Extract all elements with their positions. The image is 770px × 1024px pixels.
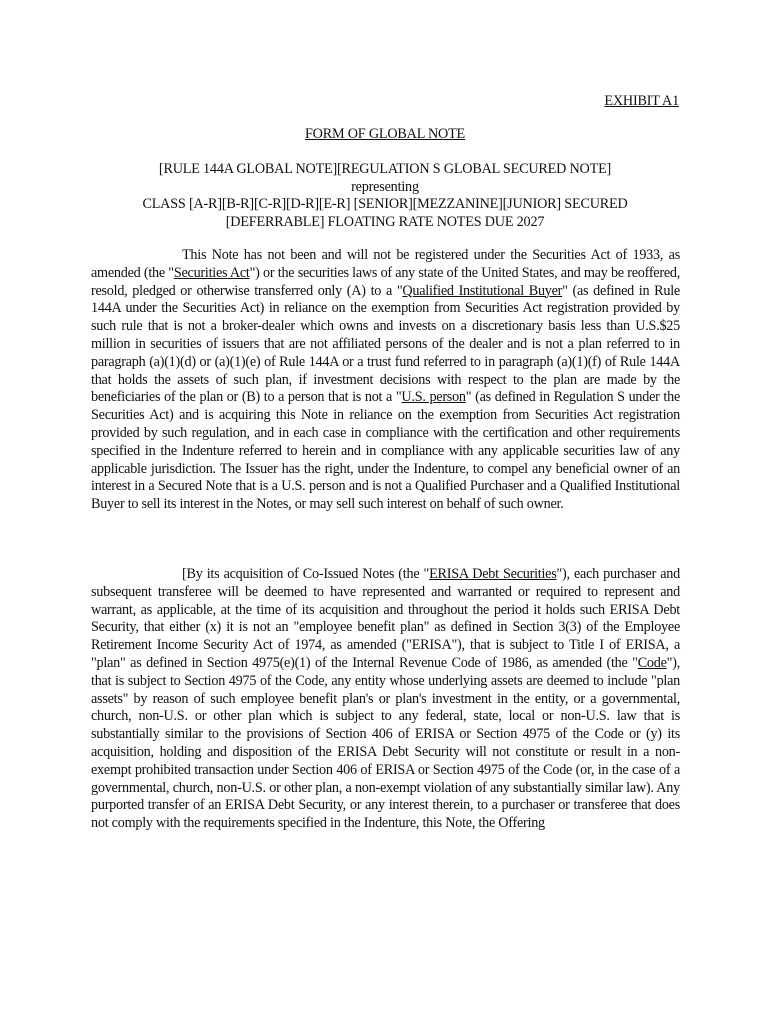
note-heading xyxy=(0,161,770,231)
exhibit-label: EXHIBIT A1 xyxy=(604,93,679,109)
form-title: FORM OF GLOBAL NOTE xyxy=(304,126,466,142)
legend-paragraph-securities xyxy=(91,247,680,514)
para1-text-2: ") or the securities laws of any state of the United States, and may be reoffered, resold, pledged or otherwise transferred only (A) to a " xyxy=(91,264,681,299)
defined-term-securities-act: Securities Act xyxy=(173,264,250,281)
defined-term-code: Code xyxy=(637,654,667,671)
heading-line-2: representing xyxy=(351,178,419,195)
heading-line-1: [RULE 144A GLOBAL NOTE][REGULATION S GLOBAL SECURED NOTE] xyxy=(158,161,612,177)
heading-line-3: CLASS [A-R][B-R][C-R][D-R][E-R] [SENIOR][MEZZANINE][JUNIOR] SECURED xyxy=(142,196,628,213)
defined-term-erisa-debt-securities: ERISA Debt Securities xyxy=(429,566,557,582)
para1-text-1: This Note has not been and will not be registered under the Securities Act of 1933, as amended (the " xyxy=(91,247,680,281)
heading-line-4: [DEFERRABLE] FLOATING RATE NOTES DUE 2027 xyxy=(225,213,545,230)
para2-text-1: [By its acquisition of Co-Issued Notes (the " xyxy=(182,566,430,582)
para1-text-4: " (as defined in Regulation S under the Securities Act) and is acquiring this Note in reliance on the exemption from Securities Act registration provided by such regulation, and in each case in compliance with the certification and other requirements specified in the Indenture referred to herein and in compliance with any applicable securities law of any applicable jurisdiction. The Issuer has the right, under the Indenture, to compel any beneficial owner of an interest in a Secured Note that is a U.S. person and is not a Qualified Purchaser and a Qualified Institutional Buyer to sell its interest in the Notes, or may sell such interest on behalf of such owner. xyxy=(91,389,681,513)
para2-text-2: "), each purchaser and subsequent transferee will be deemed to have represented and warranted or required to represent and warrant, as applicable, at the time of its acquisition and throughout the period it holds such ERISA Debt Security, that either (x) it is not an "employee benefit plan" as defined in Section 3(3) of the Employee Retirement Income Security Act of 1974, as amended ("ERISA"), that is subject to Title I of ERISA, a "plan" as defined in Section 4975(e)(1) of the Internal Revenue Code of 1986, as amended (the " xyxy=(91,566,680,671)
para2-text-3: "), that is subject to Section 4975 of the Code, any entity whose underlying assets are deemed to include "plan assets" by reason of such employee benefit plan's or plan's investment in the entity, or a governmental, church, non-U.S. or other plan which is subject to any federal, state, local or non-U.S. law that is substantially similar to the provisions of Section 406 of ERISA or Section 4975 of the Code or (y) its acquisition, holding and disposition of the ERISA Debt Security will not constitute or result in a non-exempt prohibited transaction under Section 406 of ERISA or Section 4975 of the Code (or, in the case of a governmental, church, non-U.S. or other plan, a non-exempt violation of any substantially similar law). Any purported transfer of an ERISA Debt Security, or any interest therein, to a purchaser or transferee that does not comply with the requirements specified in the Indenture, this Note, the Offering xyxy=(91,654,680,832)
para1-text-3: " (as defined in Rule 144A under the Securities Act) in reliance on the exemption from Securities Act registration provided by such rule that is not a broker-dealer which owns and invests on a discretionary basis less than U.S.$25 million in securities of issuers that are not affiliated persons of the dealer and is not a plan referred to in paragraph (a)(1)(d) or (a)(1)(e) of Rule 144A or a trust fund referred to in paragraph (a)(1)(f) of Rule 144A that holds the assets of such plan, if investment decisions with respect to the plan are made by the beneficiaries of the plan or (B) to a person that is not a " xyxy=(91,282,680,406)
legend-paragraph-erisa xyxy=(91,566,680,833)
defined-term-qib: Qualified Institutional Buyer xyxy=(402,282,563,299)
defined-term-us-person: U.S. person xyxy=(401,389,466,406)
